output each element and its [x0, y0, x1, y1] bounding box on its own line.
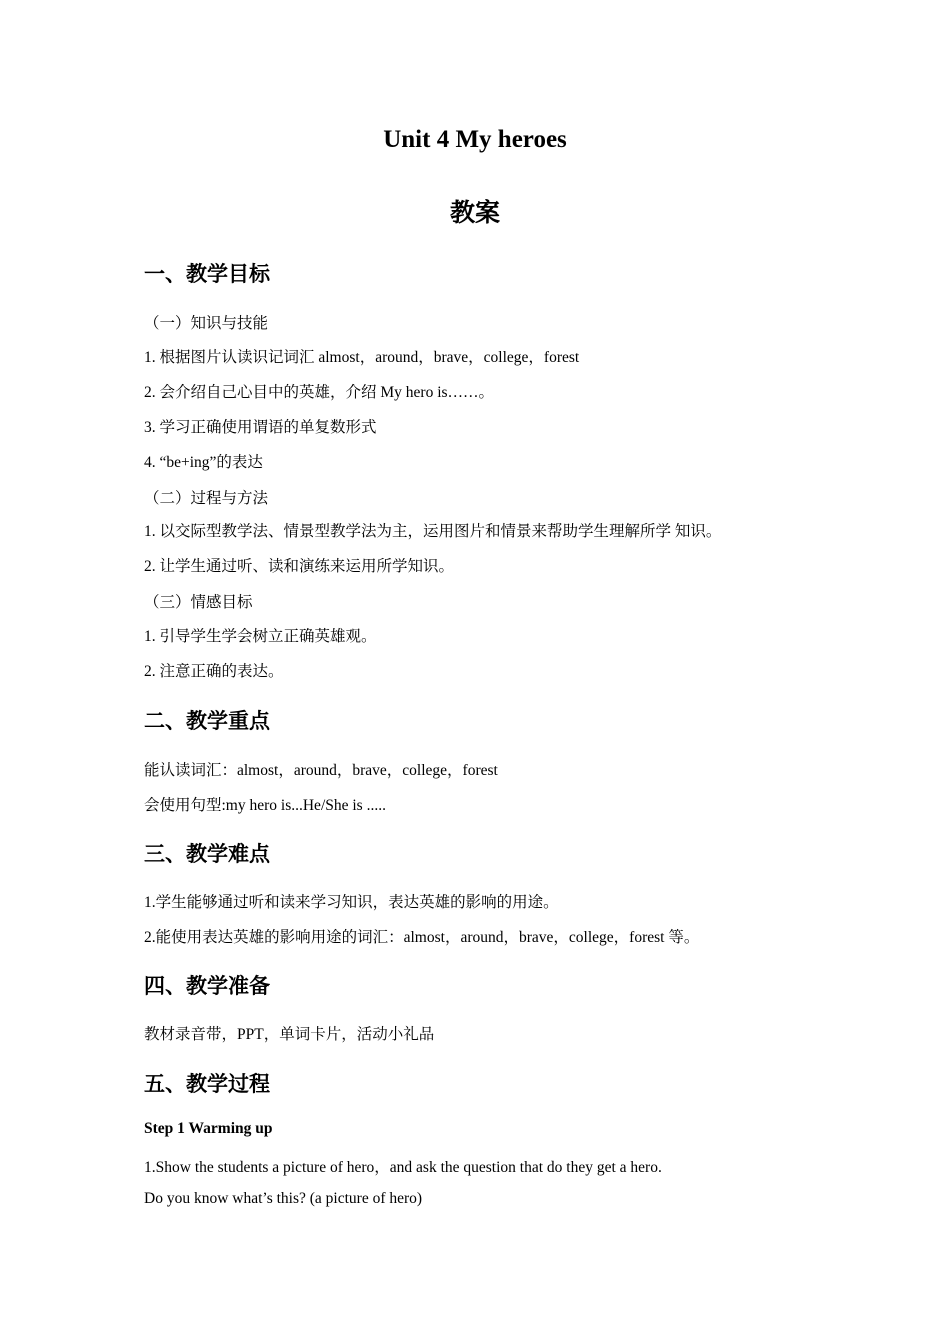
- section-heading-key-points: 二、教学重点: [144, 709, 270, 733]
- paragraph-line: 4. “be+ing”的表达: [144, 454, 263, 471]
- paragraph-line: 2.能使用表达英雄的影响用途的词汇：almost，around，brave，college，forest 等。: [144, 929, 700, 946]
- paragraph-line: Do you know what’s this? (a picture of hero): [144, 1190, 423, 1207]
- document-subtitle: 教案: [449, 200, 500, 227]
- paragraph-line: 1. 以交际型教学法、情景型教学法为主，运用图片和情景来帮助学生理解所学 知识。: [144, 523, 722, 540]
- section-heading-objectives: 一、教学目标: [144, 262, 270, 286]
- paragraph-line: 1.Show the students a picture of hero，and ask the question that do they get a hero.: [144, 1159, 662, 1176]
- section-heading-preparation: 四、教学准备: [144, 974, 270, 998]
- section-heading-difficulties: 三、教学难点: [144, 842, 270, 866]
- subsection-knowledge-skills: （一）知识与技能: [144, 315, 269, 332]
- paragraph-line: 3. 学习正确使用谓语的单复数形式: [144, 419, 377, 436]
- section-heading-procedure: 五、教学过程: [144, 1072, 270, 1096]
- subsection-emotional-goals: （三）情感目标: [144, 594, 253, 611]
- document-title: Unit 4 My heroes: [383, 126, 567, 153]
- paragraph-line: 1. 引导学生学会树立正确英雄观。: [144, 628, 377, 645]
- paragraph-line: 能认读词汇：almost，around，brave，college，forest: [144, 762, 498, 779]
- paragraph-line: 2. 让学生通过听、读和演练来运用所学知识。: [144, 558, 455, 575]
- paragraph-line: 教材录音带，PPT，单词卡片，活动小礼品: [144, 1026, 435, 1043]
- paragraph-line: 1. 根据图片认读识记词汇 almost，around，brave，college，forest: [144, 349, 580, 366]
- paragraph-line: 会使用句型:my hero is...He/She is .....: [144, 797, 386, 814]
- paragraph-line: 2. 会介绍自己心目中的英雄，介绍 My hero is……。: [144, 384, 495, 401]
- subsection-process-methods: （二）过程与方法: [144, 490, 269, 507]
- paragraph-line: 2. 注意正确的表达。: [144, 663, 284, 680]
- paragraph-line: 1.学生能够通过听和读来学习知识，表达英雄的影响的用途。: [144, 894, 559, 911]
- step-heading: Step 1 Warming up: [144, 1120, 273, 1137]
